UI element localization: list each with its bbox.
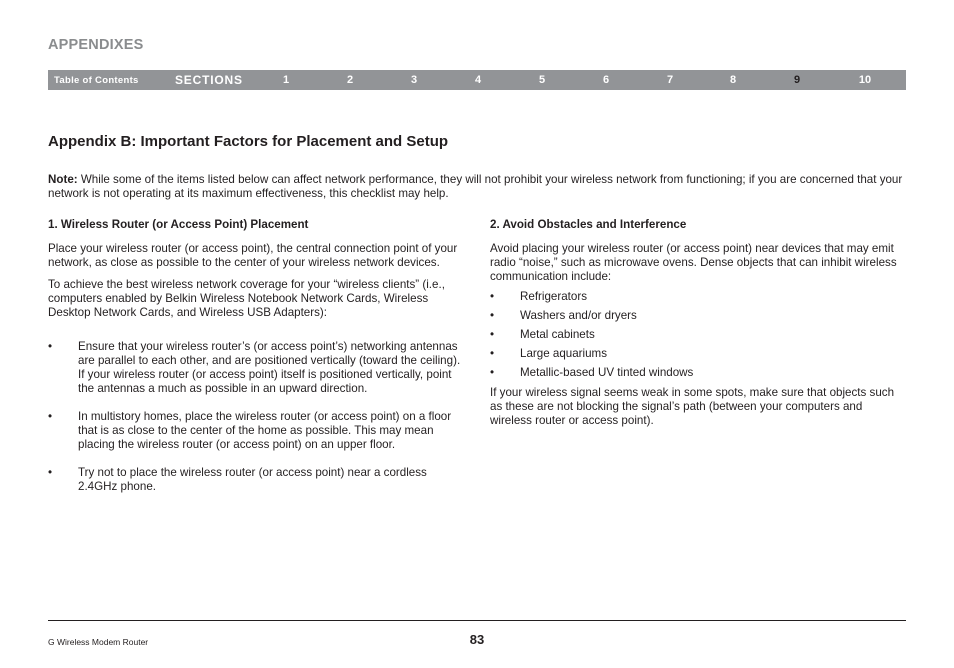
list-item: • Refrigerators [490, 290, 588, 303]
list-item: • In multistory homes, place the wireless router (or access point) on a floor that is as close to the center of the home as possible. This may mean placing the wireless router (or access point) on an upper floor. [48, 410, 452, 451]
bullet-dot: • [490, 328, 495, 341]
list-item: • Metal cabinets [490, 328, 595, 341]
bullet-dot: • [490, 290, 495, 303]
nav-section-2[interactable]: 2 [346, 74, 354, 86]
bullet-dot: • [490, 366, 495, 379]
obstacles-paragraph-2: If your wireless signal seems weak in some spots, make sure that objects such as these are not blocking the signal’s path (between your computers and wireless router or access point). [490, 386, 895, 427]
nav-section-1[interactable]: 1 [282, 74, 290, 86]
note-paragraph [48, 173, 906, 201]
obstacles-heading: 2. Avoid Obstacles and Interference [490, 218, 687, 231]
bullet-dot: • [490, 309, 495, 322]
section-nav-bar [48, 70, 906, 90]
nav-table-of-contents[interactable]: Table of Contents [54, 75, 139, 86]
bullet-dot: • [48, 410, 53, 423]
nav-sections-label: SECTIONS [175, 73, 243, 87]
section-title: APPENDIXES [48, 37, 144, 53]
left-column [48, 218, 468, 508]
bullet-dot: • [48, 340, 53, 353]
placement-paragraph-1: Place your wireless router (or access point), the central connection point of your network, as close as possible to the center of your wireless network devices. [48, 242, 458, 269]
list-item: • Washers and/or dryers [490, 309, 637, 322]
note-label: Note: [48, 173, 78, 186]
obstacles-bullet-list [490, 290, 906, 380]
footer-divider [48, 620, 906, 621]
nav-section-3[interactable]: 3 [410, 74, 418, 86]
page-title: Appendix B: Important Factors for Placement and Setup [48, 133, 449, 150]
placement-heading: 1. Wireless Router (or Access Point) Placement [48, 218, 309, 231]
list-item: • Large aquariums [490, 347, 608, 360]
placement-bullet-list [48, 340, 468, 494]
footer-product-name: G Wireless Modem Router [48, 637, 149, 647]
note-text: While some of the items listed below can affect network performance, they will not prohibit your wireless network from functioning; if you are concerned that your network is not operating at its maximum effectiveness, this checklist may help. [48, 173, 903, 200]
nav-section-6[interactable]: 6 [602, 74, 610, 86]
nav-section-10[interactable]: 10 [858, 74, 872, 86]
list-item: • Ensure that your wireless router’s (or access point’s) networking antennas are parallel to each other, and are positioned vertically (toward the ceiling). If your wireless router (or access point) itself is positioned vertically, point the antennas a much as possible in an upward direction. [48, 340, 461, 395]
nav-section-7[interactable]: 7 [666, 74, 674, 86]
bullet-dot: • [48, 466, 53, 479]
nav-section-4[interactable]: 4 [474, 74, 482, 86]
list-item: • Metallic-based UV tinted windows [490, 366, 694, 379]
right-column [490, 218, 906, 436]
obstacles-paragraph-1: Avoid placing your wireless router (or access point) near devices that may emit radio “noise,” such as microwave ovens. Dense objects that can inhibit wireless communication include: [490, 242, 897, 283]
list-item: • Try not to place the wireless router (or access point) near a cordless 2.4GHz phone. [48, 466, 427, 493]
bullet-dot: • [490, 347, 495, 360]
nav-section-8[interactable]: 8 [729, 74, 737, 86]
page-number: 83 [469, 632, 485, 647]
nav-section-9[interactable]: 9 [793, 74, 801, 86]
placement-paragraph-2: To achieve the best wireless network coverage for your “wireless clients” (i.e., computers enabled by Belkin Wireless Notebook Network Cards, Wireless Desktop Network Cards, and Wireless USB Adapters): [48, 278, 445, 319]
nav-section-5[interactable]: 5 [538, 74, 546, 86]
